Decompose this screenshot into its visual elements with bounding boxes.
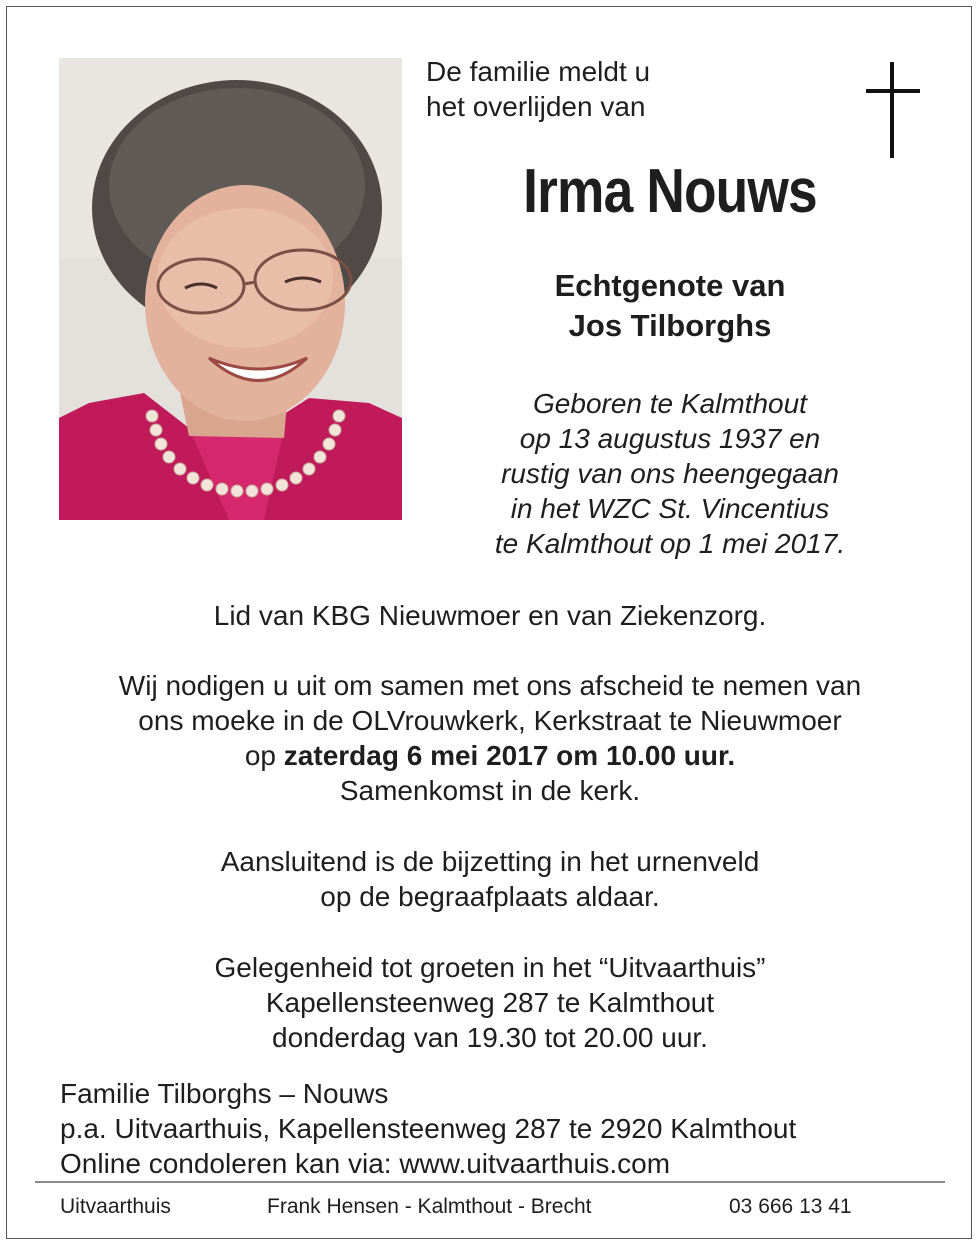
burial-line-2: op de begraafplaats aldaar. (320, 881, 660, 912)
invitation-line-1: Wij nodigen u uit om samen met ons afscheid te nemen van (118, 670, 862, 701)
footer-phone: 03 666 13 41 (729, 1195, 852, 1218)
portrait-photo (59, 58, 402, 520)
burial-text (30, 844, 950, 914)
cross-icon (862, 62, 924, 165)
footer-locations: Frank Hensen - Kalmthout - Brecht (267, 1195, 592, 1218)
intro-line-1: De familie meldt u (426, 56, 651, 87)
membership-text: Lid van KBG Nieuwmoer en van Ziekenzorg. (213, 600, 767, 631)
family-line-3: Online condoleren kan via: www.uitvaarthuis.com (60, 1148, 671, 1179)
birth-line-4: in het WZC St. Vincentius (510, 493, 830, 524)
invitation-prefix: op (244, 740, 284, 771)
footer-divider (35, 1181, 945, 1183)
service-datetime: zaterdag 6 mei 2017 om 10.00 uur. (283, 740, 736, 771)
invitation-line-3 (30, 738, 950, 773)
spouse-line-2: Jos Tilborghs (568, 308, 772, 343)
birth-line-5: te Kalmthout op 1 mei 2017. (494, 528, 846, 559)
invitation-line-4: Samenkomst in de kerk. (339, 775, 641, 806)
family-line-1: Familie Tilborghs – Nouws (60, 1078, 389, 1109)
invitation-text (30, 668, 950, 808)
family-line-2: p.a. Uitvaarthuis, Kapellensteenweg 287 te 2920 Kalmthout (60, 1113, 797, 1144)
deceased-name: Irma Nouws (523, 157, 817, 226)
intro-text (426, 54, 650, 124)
greeting-line-3: donderdag van 19.30 tot 20.00 uur. (272, 1022, 708, 1053)
intro-line-2: het overlijden van (426, 91, 646, 122)
footer-company: Uitvaarthuis (60, 1195, 171, 1218)
birth-line-3: rustig van ons heengegaan (501, 458, 839, 489)
birth-line-1: Geboren te Kalmthout (533, 388, 807, 419)
spouse-line-1: Echtgenote van (554, 268, 786, 303)
birth-death-info (410, 386, 930, 561)
spouse-info (410, 266, 930, 346)
invitation-line-2: ons moeke in de OLVrouwkerk, Kerkstraat te Nieuwmoer (138, 705, 842, 736)
greeting-line-2: Kapellensteenweg 287 te Kalmthout (265, 987, 715, 1018)
birth-line-2: op 13 augustus 1937 en (519, 423, 821, 454)
greeting-line-1: Gelegenheid tot groeten in het “Uitvaarthuis” (214, 952, 766, 983)
burial-line-1: Aansluitend is de bijzetting in het urnenveld (220, 846, 760, 877)
greeting-text (30, 950, 950, 1055)
family-contact (60, 1076, 796, 1181)
